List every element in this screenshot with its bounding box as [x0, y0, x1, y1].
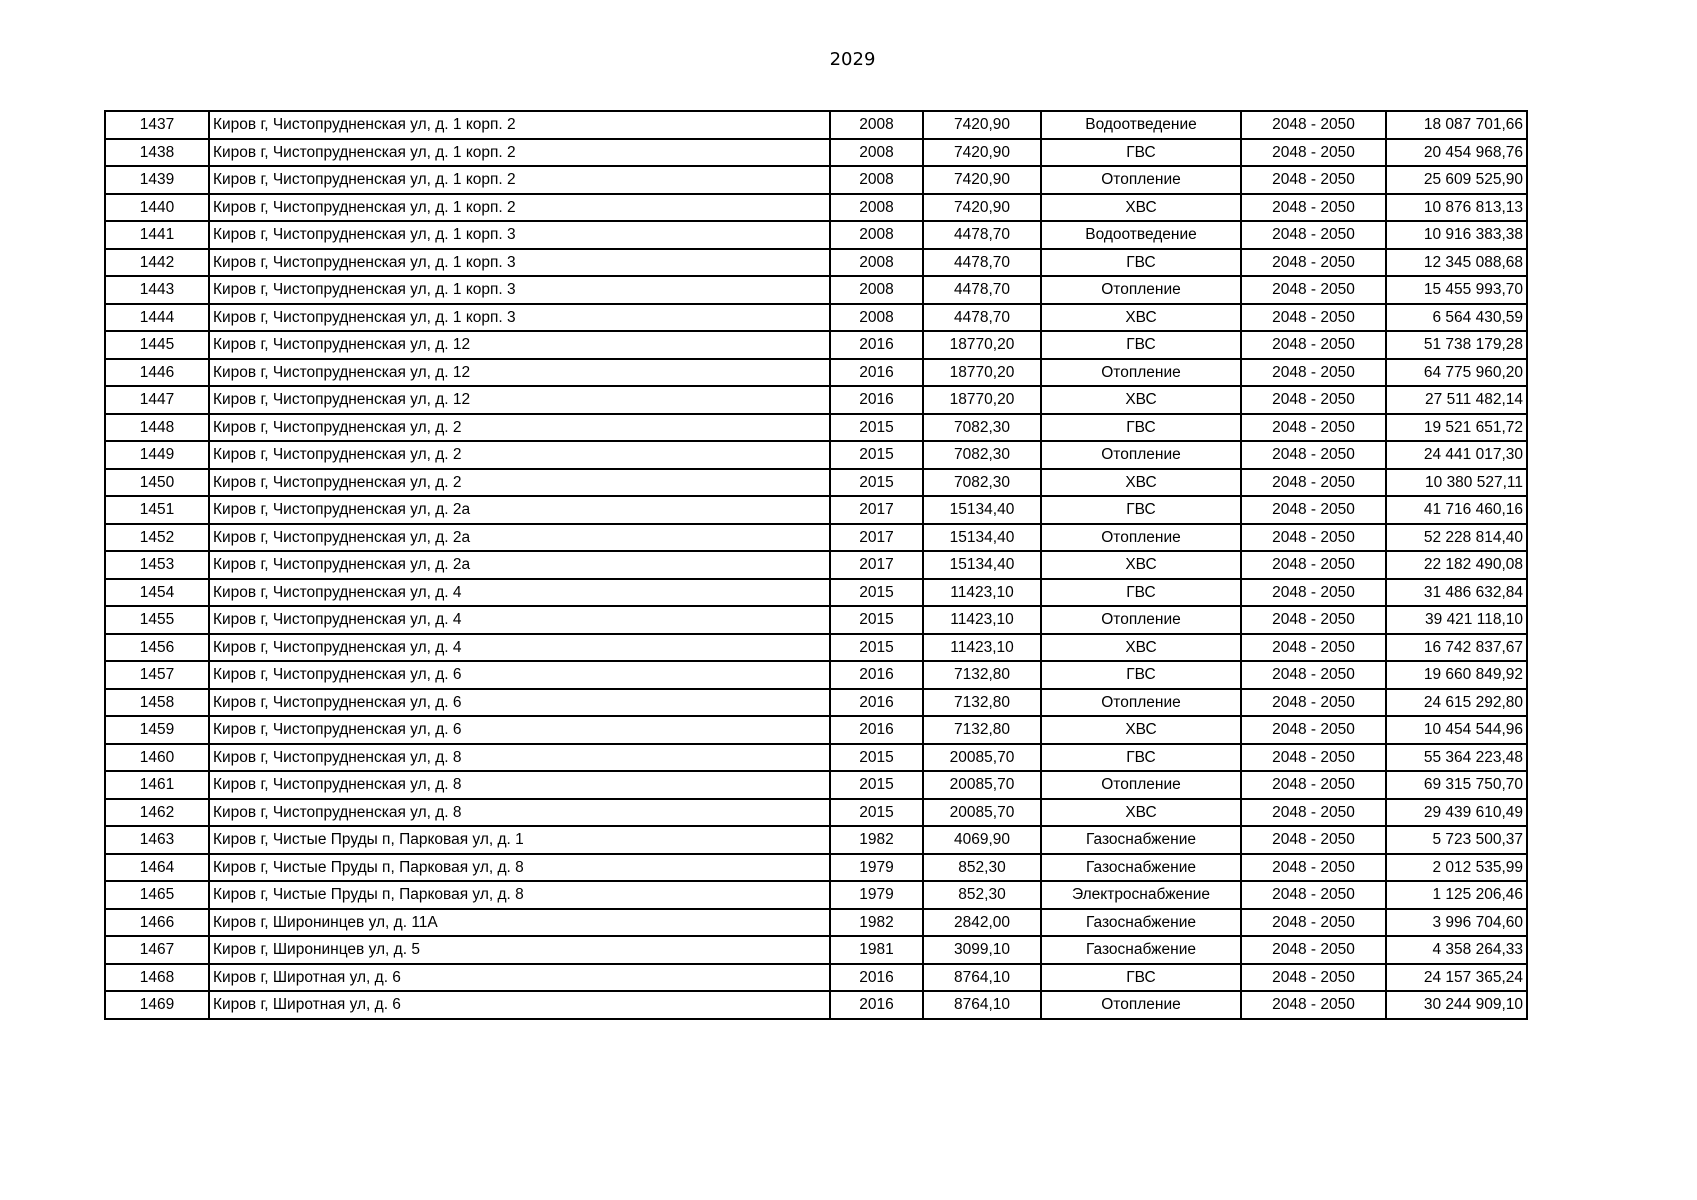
cost-cell: 19 660 849,92	[1386, 661, 1527, 689]
table-row	[105, 111, 1527, 139]
area-cell: 18770,20	[923, 331, 1041, 359]
cost-cell: 39 421 118,10	[1386, 606, 1527, 634]
area-cell: 15134,40	[923, 551, 1041, 579]
cost-cell: 12 345 088,68	[1386, 249, 1527, 277]
area-cell: 20085,70	[923, 799, 1041, 827]
period-cell: 2048 - 2050	[1241, 139, 1386, 167]
service-type-cell: ГВС	[1041, 661, 1241, 689]
service-type-cell: Газоснабжение	[1041, 909, 1241, 937]
service-type-cell: ХВС	[1041, 304, 1241, 332]
cost-cell: 4 358 264,33	[1386, 936, 1527, 964]
table-row	[105, 579, 1527, 607]
address-cell: Киров г, Чистопрудненская ул, д. 2а	[209, 496, 830, 524]
period-cell: 2048 - 2050	[1241, 909, 1386, 937]
service-type-cell: Газоснабжение	[1041, 936, 1241, 964]
table-row	[105, 909, 1527, 937]
service-type-cell: ХВС	[1041, 716, 1241, 744]
address-cell: Киров г, Чистопрудненская ул, д. 8	[209, 744, 830, 772]
row-number-cell: 1451	[105, 496, 209, 524]
cost-cell: 3 996 704,60	[1386, 909, 1527, 937]
address-cell: Киров г, Чистопрудненская ул, д. 1 корп. 3	[209, 221, 830, 249]
address-cell: Киров г, Чистопрудненская ул, д. 2а	[209, 524, 830, 552]
year-built-cell: 2015	[830, 579, 923, 607]
address-cell: Киров г, Чистопрудненская ул, д. 4	[209, 579, 830, 607]
year-built-cell: 2017	[830, 551, 923, 579]
cost-cell: 6 564 430,59	[1386, 304, 1527, 332]
cost-cell: 22 182 490,08	[1386, 551, 1527, 579]
area-cell: 852,30	[923, 854, 1041, 882]
row-number-cell: 1456	[105, 634, 209, 662]
table-row	[105, 331, 1527, 359]
area-cell: 7082,30	[923, 414, 1041, 442]
address-cell: Киров г, Широнинцев ул, д. 11А	[209, 909, 830, 937]
row-number-cell: 1463	[105, 826, 209, 854]
area-cell: 2842,00	[923, 909, 1041, 937]
table-row	[105, 854, 1527, 882]
year-built-cell: 2017	[830, 524, 923, 552]
cost-cell: 15 455 993,70	[1386, 276, 1527, 304]
period-cell: 2048 - 2050	[1241, 689, 1386, 717]
area-cell: 8764,10	[923, 991, 1041, 1019]
service-type-cell: Газоснабжение	[1041, 826, 1241, 854]
year-built-cell: 2008	[830, 111, 923, 139]
row-number-cell: 1438	[105, 139, 209, 167]
area-cell: 4478,70	[923, 221, 1041, 249]
page-number-text: 2029	[829, 49, 876, 70]
address-cell: Киров г, Чистопрудненская ул, д. 1 корп. 2	[209, 111, 830, 139]
address-cell: Киров г, Широнинцев ул, д. 5	[209, 936, 830, 964]
period-cell: 2048 - 2050	[1241, 771, 1386, 799]
period-cell: 2048 - 2050	[1241, 936, 1386, 964]
row-number-cell: 1449	[105, 441, 209, 469]
table-row	[105, 606, 1527, 634]
row-number-cell: 1437	[105, 111, 209, 139]
period-cell: 2048 - 2050	[1241, 881, 1386, 909]
row-number-cell: 1455	[105, 606, 209, 634]
address-cell: Киров г, Чистопрудненская ул, д. 1 корп. 2	[209, 194, 830, 222]
cost-cell: 1 125 206,46	[1386, 881, 1527, 909]
row-number-cell: 1466	[105, 909, 209, 937]
cost-cell: 55 364 223,48	[1386, 744, 1527, 772]
row-number-cell: 1440	[105, 194, 209, 222]
year-built-cell: 2017	[830, 496, 923, 524]
period-cell: 2048 - 2050	[1241, 331, 1386, 359]
year-built-cell: 2015	[830, 414, 923, 442]
table-row	[105, 496, 1527, 524]
table-row	[105, 221, 1527, 249]
period-cell: 2048 - 2050	[1241, 194, 1386, 222]
area-cell: 7420,90	[923, 111, 1041, 139]
row-number-cell: 1441	[105, 221, 209, 249]
service-type-cell: Отопление	[1041, 276, 1241, 304]
cost-cell: 2 012 535,99	[1386, 854, 1527, 882]
year-built-cell: 2016	[830, 386, 923, 414]
service-type-cell: Газоснабжение	[1041, 854, 1241, 882]
service-type-cell: ХВС	[1041, 799, 1241, 827]
service-type-cell: ХВС	[1041, 194, 1241, 222]
year-built-cell: 2016	[830, 331, 923, 359]
period-cell: 2048 - 2050	[1241, 606, 1386, 634]
address-cell: Киров г, Чистопрудненская ул, д. 8	[209, 771, 830, 799]
year-built-cell: 1981	[830, 936, 923, 964]
address-cell: Киров г, Чистопрудненская ул, д. 6	[209, 689, 830, 717]
table-row	[105, 881, 1527, 909]
year-built-cell: 2015	[830, 441, 923, 469]
year-built-cell: 2016	[830, 661, 923, 689]
table-row	[105, 249, 1527, 277]
table-row	[105, 414, 1527, 442]
area-cell: 11423,10	[923, 579, 1041, 607]
period-cell: 2048 - 2050	[1241, 166, 1386, 194]
address-cell: Киров г, Широтная ул, д. 6	[209, 964, 830, 992]
cost-cell: 30 244 909,10	[1386, 991, 1527, 1019]
address-cell: Киров г, Чистопрудненская ул, д. 2	[209, 414, 830, 442]
area-cell: 18770,20	[923, 359, 1041, 387]
row-number-cell: 1454	[105, 579, 209, 607]
table-row	[105, 964, 1527, 992]
service-type-cell: ГВС	[1041, 249, 1241, 277]
period-cell: 2048 - 2050	[1241, 359, 1386, 387]
year-built-cell: 2015	[830, 634, 923, 662]
period-cell: 2048 - 2050	[1241, 716, 1386, 744]
address-cell: Киров г, Широтная ул, д. 6	[209, 991, 830, 1019]
area-cell: 7082,30	[923, 469, 1041, 497]
row-number-cell: 1446	[105, 359, 209, 387]
year-built-cell: 2015	[830, 469, 923, 497]
service-type-cell: Отопление	[1041, 771, 1241, 799]
service-type-cell: Отопление	[1041, 606, 1241, 634]
period-cell: 2048 - 2050	[1241, 276, 1386, 304]
service-type-cell: Отопление	[1041, 441, 1241, 469]
area-cell: 8764,10	[923, 964, 1041, 992]
cost-cell: 24 441 017,30	[1386, 441, 1527, 469]
period-cell: 2048 - 2050	[1241, 634, 1386, 662]
year-built-cell: 2016	[830, 964, 923, 992]
area-cell: 7132,80	[923, 689, 1041, 717]
table-row	[105, 744, 1527, 772]
cost-cell: 25 609 525,90	[1386, 166, 1527, 194]
year-built-cell: 1979	[830, 854, 923, 882]
service-type-cell: ХВС	[1041, 551, 1241, 579]
period-cell: 2048 - 2050	[1241, 826, 1386, 854]
table-row	[105, 689, 1527, 717]
area-cell: 18770,20	[923, 386, 1041, 414]
row-number-cell: 1453	[105, 551, 209, 579]
period-cell: 2048 - 2050	[1241, 661, 1386, 689]
table-row	[105, 771, 1527, 799]
year-built-cell: 1979	[830, 881, 923, 909]
service-type-cell: ГВС	[1041, 496, 1241, 524]
period-cell: 2048 - 2050	[1241, 414, 1386, 442]
service-type-cell: ГВС	[1041, 331, 1241, 359]
period-cell: 2048 - 2050	[1241, 221, 1386, 249]
year-built-cell: 2016	[830, 716, 923, 744]
registry-table-body	[105, 111, 1527, 1019]
period-cell: 2048 - 2050	[1241, 744, 1386, 772]
service-type-cell: Электроснабжение	[1041, 881, 1241, 909]
address-cell: Киров г, Чистопрудненская ул, д. 1 корп. 3	[209, 249, 830, 277]
table-row	[105, 441, 1527, 469]
service-type-cell: ГВС	[1041, 414, 1241, 442]
row-number-cell: 1468	[105, 964, 209, 992]
year-built-cell: 2015	[830, 771, 923, 799]
row-number-cell: 1467	[105, 936, 209, 964]
period-cell: 2048 - 2050	[1241, 579, 1386, 607]
period-cell: 2048 - 2050	[1241, 441, 1386, 469]
service-type-cell: Отопление	[1041, 166, 1241, 194]
year-built-cell: 2015	[830, 799, 923, 827]
year-built-cell: 2016	[830, 689, 923, 717]
area-cell: 7132,80	[923, 716, 1041, 744]
cost-cell: 24 615 292,80	[1386, 689, 1527, 717]
service-type-cell: Отопление	[1041, 524, 1241, 552]
area-cell: 20085,70	[923, 771, 1041, 799]
area-cell: 7420,90	[923, 194, 1041, 222]
row-number-cell: 1444	[105, 304, 209, 332]
service-type-cell: Отопление	[1041, 689, 1241, 717]
table-row	[105, 826, 1527, 854]
cost-cell: 20 454 968,76	[1386, 139, 1527, 167]
area-cell: 4478,70	[923, 276, 1041, 304]
year-built-cell: 2008	[830, 194, 923, 222]
cost-cell: 10 916 383,38	[1386, 221, 1527, 249]
address-cell: Киров г, Чистопрудненская ул, д. 6	[209, 661, 830, 689]
cost-cell: 16 742 837,67	[1386, 634, 1527, 662]
period-cell: 2048 - 2050	[1241, 799, 1386, 827]
table-row	[105, 139, 1527, 167]
area-cell: 7420,90	[923, 166, 1041, 194]
cost-cell: 52 228 814,40	[1386, 524, 1527, 552]
row-number-cell: 1443	[105, 276, 209, 304]
area-cell: 4478,70	[923, 249, 1041, 277]
address-cell: Киров г, Чистопрудненская ул, д. 1 корп. 2	[209, 139, 830, 167]
cost-cell: 64 775 960,20	[1386, 359, 1527, 387]
year-built-cell: 1982	[830, 909, 923, 937]
area-cell: 15134,40	[923, 496, 1041, 524]
area-cell: 7082,30	[923, 441, 1041, 469]
service-type-cell: Отопление	[1041, 991, 1241, 1019]
table-row	[105, 991, 1527, 1019]
year-built-cell: 2008	[830, 304, 923, 332]
cost-cell: 69 315 750,70	[1386, 771, 1527, 799]
address-cell: Киров г, Чистопрудненская ул, д. 12	[209, 386, 830, 414]
row-number-cell: 1461	[105, 771, 209, 799]
row-number-cell: 1452	[105, 524, 209, 552]
year-built-cell: 2015	[830, 606, 923, 634]
cost-cell: 19 521 651,72	[1386, 414, 1527, 442]
year-built-cell: 1982	[830, 826, 923, 854]
table-row	[105, 524, 1527, 552]
period-cell: 2048 - 2050	[1241, 964, 1386, 992]
address-cell: Киров г, Чистопрудненская ул, д. 2а	[209, 551, 830, 579]
cost-cell: 41 716 460,16	[1386, 496, 1527, 524]
cost-cell: 51 738 179,28	[1386, 331, 1527, 359]
area-cell: 11423,10	[923, 634, 1041, 662]
cost-cell: 31 486 632,84	[1386, 579, 1527, 607]
address-cell: Киров г, Чистопрудненская ул, д. 12	[209, 359, 830, 387]
address-cell: Киров г, Чистопрудненская ул, д. 4	[209, 634, 830, 662]
period-cell: 2048 - 2050	[1241, 854, 1386, 882]
service-type-cell: ХВС	[1041, 386, 1241, 414]
year-built-cell: 2016	[830, 359, 923, 387]
cost-cell: 10 380 527,11	[1386, 469, 1527, 497]
address-cell: Киров г, Чистые Пруды п, Парковая ул, д. 1	[209, 826, 830, 854]
table-row	[105, 661, 1527, 689]
cost-cell: 24 157 365,24	[1386, 964, 1527, 992]
service-type-cell: ХВС	[1041, 469, 1241, 497]
row-number-cell: 1448	[105, 414, 209, 442]
area-cell: 3099,10	[923, 936, 1041, 964]
service-type-cell: ГВС	[1041, 139, 1241, 167]
page-number	[0, 48, 1697, 72]
table-row	[105, 469, 1527, 497]
table-row	[105, 936, 1527, 964]
area-cell: 11423,10	[923, 606, 1041, 634]
row-number-cell: 1459	[105, 716, 209, 744]
cost-cell: 10 876 813,13	[1386, 194, 1527, 222]
row-number-cell: 1462	[105, 799, 209, 827]
table-row	[105, 799, 1527, 827]
row-number-cell: 1464	[105, 854, 209, 882]
table-row	[105, 716, 1527, 744]
row-number-cell: 1445	[105, 331, 209, 359]
address-cell: Киров г, Чистопрудненская ул, д. 4	[209, 606, 830, 634]
row-number-cell: 1458	[105, 689, 209, 717]
row-number-cell: 1439	[105, 166, 209, 194]
area-cell: 4069,90	[923, 826, 1041, 854]
area-cell: 7132,80	[923, 661, 1041, 689]
registry-table	[104, 110, 1528, 1020]
address-cell: Киров г, Чистые Пруды п, Парковая ул, д. 8	[209, 881, 830, 909]
service-type-cell: Водоотведение	[1041, 111, 1241, 139]
cost-cell: 18 087 701,66	[1386, 111, 1527, 139]
service-type-cell: ГВС	[1041, 964, 1241, 992]
row-number-cell: 1447	[105, 386, 209, 414]
address-cell: Киров г, Чистопрудненская ул, д. 12	[209, 331, 830, 359]
row-number-cell: 1460	[105, 744, 209, 772]
period-cell: 2048 - 2050	[1241, 386, 1386, 414]
area-cell: 852,30	[923, 881, 1041, 909]
year-built-cell: 2008	[830, 221, 923, 249]
address-cell: Киров г, Чистопрудненская ул, д. 2	[209, 469, 830, 497]
address-cell: Киров г, Чистопрудненская ул, д. 2	[209, 441, 830, 469]
table-row	[105, 634, 1527, 662]
table-row	[105, 276, 1527, 304]
row-number-cell: 1457	[105, 661, 209, 689]
table-row	[105, 304, 1527, 332]
area-cell: 20085,70	[923, 744, 1041, 772]
period-cell: 2048 - 2050	[1241, 991, 1386, 1019]
address-cell: Киров г, Чистопрудненская ул, д. 1 корп. 3	[209, 276, 830, 304]
address-cell: Киров г, Чистопрудненская ул, д. 8	[209, 799, 830, 827]
address-cell: Киров г, Чистопрудненская ул, д. 1 корп. 3	[209, 304, 830, 332]
period-cell: 2048 - 2050	[1241, 551, 1386, 579]
table-row	[105, 194, 1527, 222]
table-row	[105, 359, 1527, 387]
address-cell: Киров г, Чистые Пруды п, Парковая ул, д. 8	[209, 854, 830, 882]
year-built-cell: 2008	[830, 139, 923, 167]
table-row	[105, 386, 1527, 414]
period-cell: 2048 - 2050	[1241, 111, 1386, 139]
period-cell: 2048 - 2050	[1241, 304, 1386, 332]
cost-cell: 5 723 500,37	[1386, 826, 1527, 854]
area-cell: 15134,40	[923, 524, 1041, 552]
year-built-cell: 2008	[830, 166, 923, 194]
period-cell: 2048 - 2050	[1241, 469, 1386, 497]
service-type-cell: ГВС	[1041, 579, 1241, 607]
service-type-cell: ХВС	[1041, 634, 1241, 662]
row-number-cell: 1465	[105, 881, 209, 909]
address-cell: Киров г, Чистопрудненская ул, д. 1 корп. 2	[209, 166, 830, 194]
period-cell: 2048 - 2050	[1241, 496, 1386, 524]
area-cell: 4478,70	[923, 304, 1041, 332]
area-cell: 7420,90	[923, 139, 1041, 167]
period-cell: 2048 - 2050	[1241, 249, 1386, 277]
year-built-cell: 2015	[830, 744, 923, 772]
year-built-cell: 2008	[830, 276, 923, 304]
period-cell: 2048 - 2050	[1241, 524, 1386, 552]
service-type-cell: ГВС	[1041, 744, 1241, 772]
row-number-cell: 1442	[105, 249, 209, 277]
address-cell: Киров г, Чистопрудненская ул, д. 6	[209, 716, 830, 744]
table-row	[105, 551, 1527, 579]
service-type-cell: Водоотведение	[1041, 221, 1241, 249]
cost-cell: 10 454 544,96	[1386, 716, 1527, 744]
row-number-cell: 1469	[105, 991, 209, 1019]
year-built-cell: 2008	[830, 249, 923, 277]
cost-cell: 27 511 482,14	[1386, 386, 1527, 414]
year-built-cell: 2016	[830, 991, 923, 1019]
row-number-cell: 1450	[105, 469, 209, 497]
cost-cell: 29 439 610,49	[1386, 799, 1527, 827]
table-row	[105, 166, 1527, 194]
service-type-cell: Отопление	[1041, 359, 1241, 387]
